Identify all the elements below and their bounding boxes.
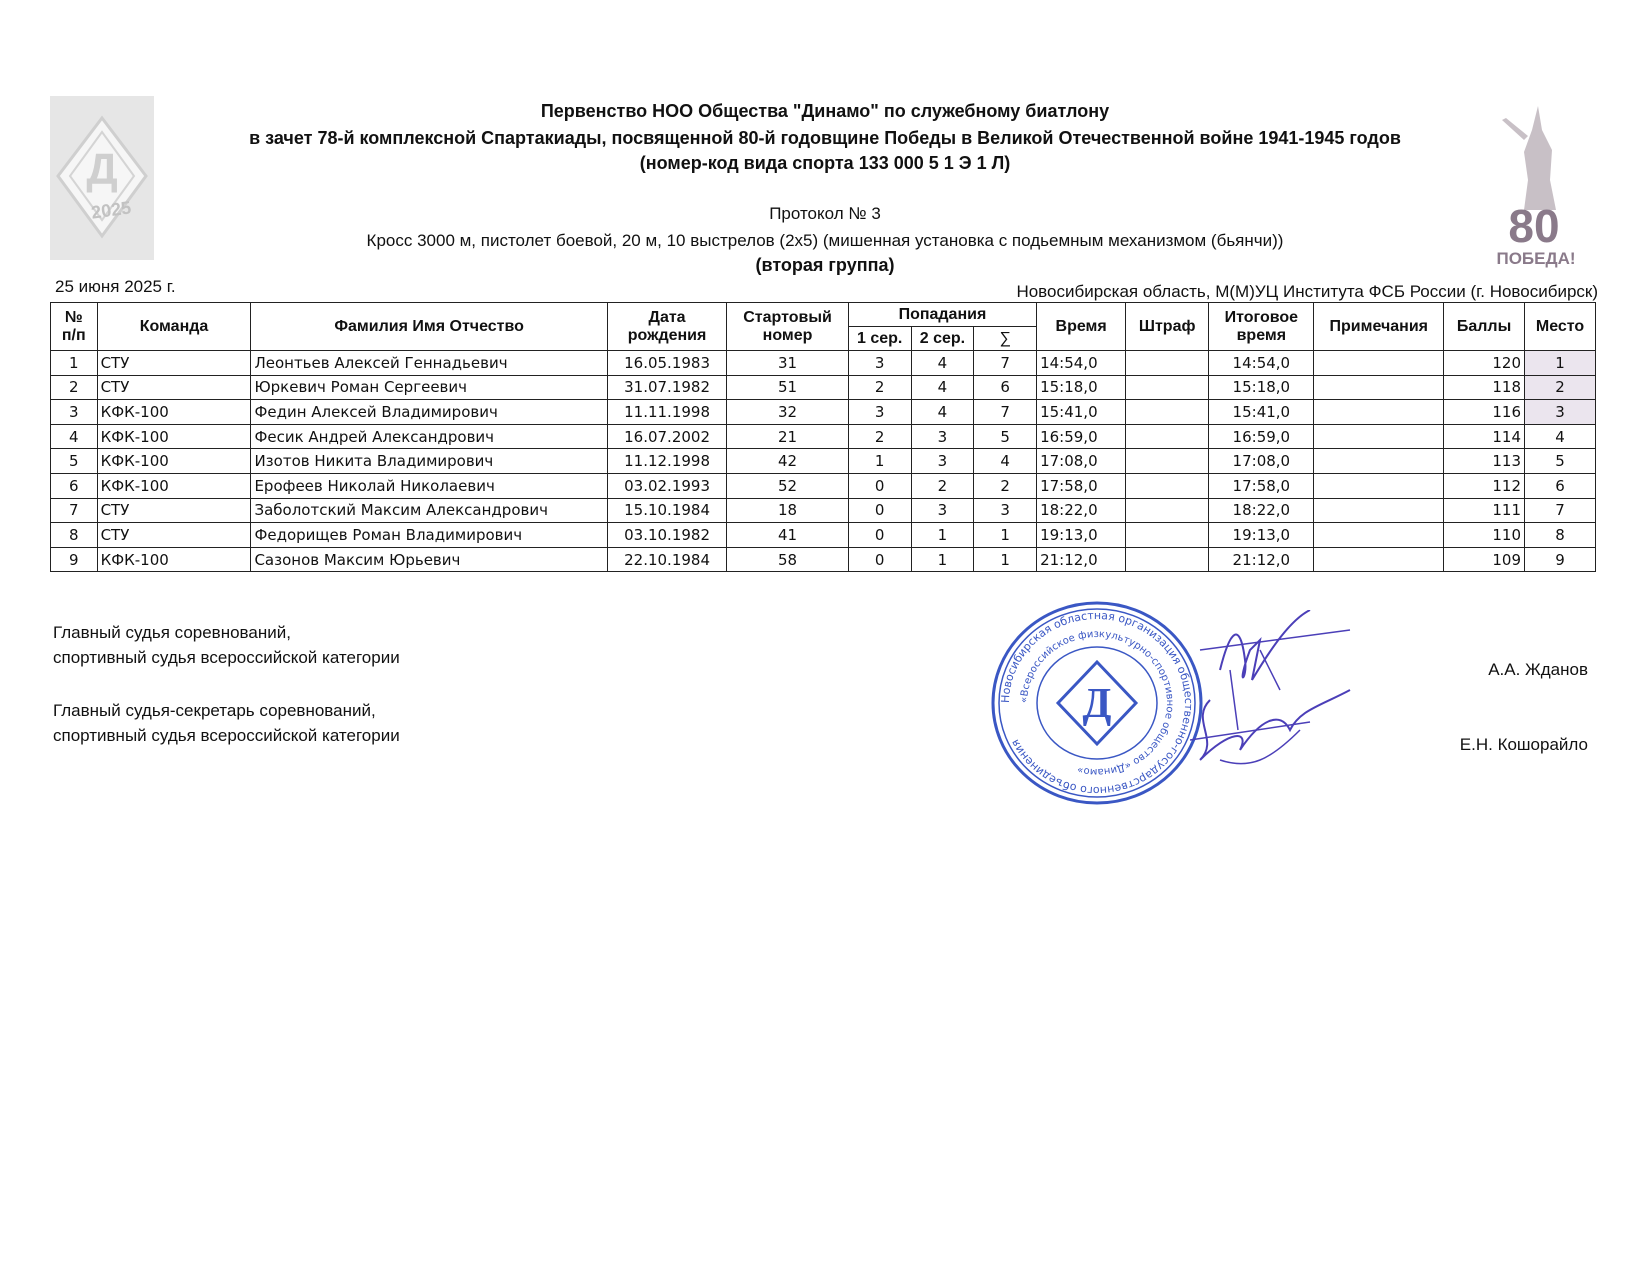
right-logo-number: 80 bbox=[1508, 200, 1560, 252]
row-hits-sum: 7 bbox=[974, 400, 1037, 425]
signatures bbox=[1190, 610, 1370, 800]
row-points: 116 bbox=[1444, 400, 1525, 425]
row-number: 6 bbox=[51, 473, 98, 498]
row-points: 111 bbox=[1444, 498, 1525, 523]
header-notes: Примечания bbox=[1314, 303, 1444, 351]
row-hits-sum: 4 bbox=[974, 449, 1037, 474]
row-time: 15:18,0 bbox=[1037, 375, 1126, 400]
row-name: Юркевич Роман Сергеевич bbox=[251, 375, 607, 400]
row-number: 8 bbox=[51, 523, 98, 548]
header-name: Фамилия Имя Отчество bbox=[251, 303, 607, 351]
header-final-time: Итоговое время bbox=[1209, 303, 1314, 351]
row-place: 7 bbox=[1525, 498, 1596, 523]
row-points: 118 bbox=[1444, 375, 1525, 400]
row-penalty bbox=[1126, 523, 1209, 548]
row-name: Ерофеев Николай Николаевич bbox=[251, 473, 607, 498]
row-notes bbox=[1314, 473, 1444, 498]
right-logo-text: ПОБЕДА! bbox=[1496, 249, 1576, 268]
row-penalty bbox=[1126, 400, 1209, 425]
row-hits-series-1: 0 bbox=[848, 547, 911, 572]
row-penalty bbox=[1126, 351, 1209, 376]
row-penalty bbox=[1126, 375, 1209, 400]
row-final-time: 17:08,0 bbox=[1209, 449, 1314, 474]
header-start-number: Стартовый номер bbox=[727, 303, 848, 351]
row-start-number: 58 bbox=[727, 547, 848, 572]
row-place: 9 bbox=[1525, 547, 1596, 572]
header-birth: Дата рождения bbox=[607, 303, 726, 351]
row-hits-series-1: 0 bbox=[848, 498, 911, 523]
row-final-time: 15:18,0 bbox=[1209, 375, 1314, 400]
row-hits-series-1: 0 bbox=[848, 473, 911, 498]
row-name: Сазонов Максим Юрьевич bbox=[251, 547, 607, 572]
row-final-time: 21:12,0 bbox=[1209, 547, 1314, 572]
row-hits-series-2: 4 bbox=[911, 375, 974, 400]
table-row bbox=[51, 400, 1596, 425]
table-row bbox=[51, 424, 1596, 449]
row-team: СТУ bbox=[97, 498, 251, 523]
row-hits-sum: 1 bbox=[974, 547, 1037, 572]
header-hits-series-1: 1 сер. bbox=[848, 327, 911, 351]
row-birth-date: 16.07.2002 bbox=[607, 424, 726, 449]
svg-text:Д: Д bbox=[1082, 681, 1112, 727]
header-hits-series-2: 2 сер. bbox=[911, 327, 974, 351]
row-notes bbox=[1314, 498, 1444, 523]
row-final-time: 14:54,0 bbox=[1209, 351, 1314, 376]
competition-date: 25 июня 2025 г. bbox=[55, 277, 176, 296]
row-hits-series-1: 1 bbox=[848, 449, 911, 474]
row-hits-series-2: 1 bbox=[911, 547, 974, 572]
row-time: 17:58,0 bbox=[1037, 473, 1126, 498]
row-notes bbox=[1314, 424, 1444, 449]
row-hits-series-1: 2 bbox=[848, 375, 911, 400]
row-number: 2 bbox=[51, 375, 98, 400]
row-time: 17:08,0 bbox=[1037, 449, 1126, 474]
row-number: 4 bbox=[51, 424, 98, 449]
row-birth-date: 15.10.1984 bbox=[607, 498, 726, 523]
row-name: Федорищев Роман Владимирович bbox=[251, 523, 607, 548]
row-name: Заболотский Максим Александрович bbox=[251, 498, 607, 523]
row-penalty bbox=[1126, 498, 1209, 523]
table-row bbox=[51, 449, 1596, 474]
row-final-time: 18:22,0 bbox=[1209, 498, 1314, 523]
row-team: СТУ bbox=[97, 351, 251, 376]
row-penalty bbox=[1126, 424, 1209, 449]
row-time: 18:22,0 bbox=[1037, 498, 1126, 523]
row-name: Федин Алексей Владимирович bbox=[251, 400, 607, 425]
row-penalty bbox=[1126, 449, 1209, 474]
row-team: КФК-100 bbox=[97, 473, 251, 498]
group: (вторая группа) bbox=[755, 255, 895, 275]
row-hits-series-1: 0 bbox=[848, 523, 911, 548]
header-time: Время bbox=[1037, 303, 1126, 351]
table-row bbox=[51, 547, 1596, 572]
row-notes bbox=[1314, 351, 1444, 376]
row-birth-date: 11.12.1998 bbox=[607, 449, 726, 474]
row-start-number: 32 bbox=[727, 400, 848, 425]
row-hits-sum: 3 bbox=[974, 498, 1037, 523]
row-hits-sum: 6 bbox=[974, 375, 1037, 400]
row-number: 7 bbox=[51, 498, 98, 523]
header-hits-sum: ∑ bbox=[974, 327, 1037, 351]
row-points: 113 bbox=[1444, 449, 1525, 474]
row-start-number: 42 bbox=[727, 449, 848, 474]
row-hits-sum: 1 bbox=[974, 523, 1037, 548]
header-num: № п/п bbox=[51, 303, 98, 351]
row-place: 2 bbox=[1525, 375, 1596, 400]
row-time: 21:12,0 bbox=[1037, 547, 1126, 572]
row-number: 3 bbox=[51, 400, 98, 425]
row-points: 114 bbox=[1444, 424, 1525, 449]
row-birth-date: 03.02.1993 bbox=[607, 473, 726, 498]
row-number: 9 bbox=[51, 547, 98, 572]
row-notes bbox=[1314, 375, 1444, 400]
table-row bbox=[51, 498, 1596, 523]
row-birth-date: 03.10.1982 bbox=[607, 523, 726, 548]
row-points: 109 bbox=[1444, 547, 1525, 572]
header-place: Место bbox=[1525, 303, 1596, 351]
row-number: 5 bbox=[51, 449, 98, 474]
header-penalty: Штраф bbox=[1126, 303, 1209, 351]
row-notes bbox=[1314, 449, 1444, 474]
row-name: Фесик Андрей Александрович bbox=[251, 424, 607, 449]
row-points: 120 bbox=[1444, 351, 1525, 376]
svg-text:Д: Д bbox=[86, 145, 118, 194]
row-points: 112 bbox=[1444, 473, 1525, 498]
row-start-number: 52 bbox=[727, 473, 848, 498]
header-team: Команда bbox=[97, 303, 251, 351]
row-team: КФК-100 bbox=[97, 424, 251, 449]
row-start-number: 51 bbox=[727, 375, 848, 400]
svg-text:«Всероссийское физкультурно-сп: «Всероссийское физкультурно-спортивное общество «Динамо» bbox=[1018, 628, 1176, 778]
victory-80-logo bbox=[1494, 100, 1582, 272]
row-team: КФК-100 bbox=[97, 547, 251, 572]
row-hits-series-2: 3 bbox=[911, 424, 974, 449]
row-place: 3 bbox=[1525, 400, 1596, 425]
results-table bbox=[50, 302, 1596, 572]
left-logo-year: 2025 bbox=[89, 197, 133, 223]
row-notes bbox=[1314, 400, 1444, 425]
table-row bbox=[51, 523, 1596, 548]
row-hits-sum: 5 bbox=[974, 424, 1037, 449]
row-hits-series-1: 3 bbox=[848, 400, 911, 425]
dynamo-2025-logo bbox=[50, 96, 154, 260]
chief-judge-title: Главный судья соревнований, спортивный судья всероссийской категории bbox=[53, 623, 400, 667]
row-hits-series-2: 2 bbox=[911, 473, 974, 498]
row-place: 5 bbox=[1525, 449, 1596, 474]
official-stamp bbox=[990, 600, 1204, 806]
row-start-number: 21 bbox=[727, 424, 848, 449]
row-final-time: 19:13,0 bbox=[1209, 523, 1314, 548]
row-start-number: 31 bbox=[727, 351, 848, 376]
row-time: 16:59,0 bbox=[1037, 424, 1126, 449]
row-final-time: 15:41,0 bbox=[1209, 400, 1314, 425]
header-points: Баллы bbox=[1444, 303, 1525, 351]
header-hits: Попадания bbox=[848, 303, 1036, 327]
row-notes bbox=[1314, 547, 1444, 572]
row-start-number: 41 bbox=[727, 523, 848, 548]
row-hits-series-2: 3 bbox=[911, 449, 974, 474]
row-hits-series-1: 2 bbox=[848, 424, 911, 449]
row-place: 8 bbox=[1525, 523, 1596, 548]
row-time: 14:54,0 bbox=[1037, 351, 1126, 376]
table-row bbox=[51, 473, 1596, 498]
row-time: 15:41,0 bbox=[1037, 400, 1126, 425]
chief-judge-name: А.А. Жданов bbox=[1488, 660, 1588, 679]
title-line-1: Первенство НОО Общества "Динамо" по служебному биатлону bbox=[540, 101, 1110, 121]
row-birth-date: 16.05.1983 bbox=[607, 351, 726, 376]
protocol-number: Протокол № 3 bbox=[769, 204, 881, 223]
row-birth-date: 31.07.1982 bbox=[607, 375, 726, 400]
row-place: 1 bbox=[1525, 351, 1596, 376]
results-body bbox=[51, 351, 1596, 572]
row-place: 4 bbox=[1525, 424, 1596, 449]
secretary-judge-title: Главный судья-секретарь соревнований, спортивный судья всероссийской категории bbox=[53, 701, 400, 745]
row-hits-series-2: 3 bbox=[911, 498, 974, 523]
row-birth-date: 22.10.1984 bbox=[607, 547, 726, 572]
svg-text:Новосибирская областная органи: Новосибирская областная организация общественно-государственного объединения bbox=[998, 608, 1196, 798]
secretary-judge-name: Е.Н. Кошорайло bbox=[1459, 735, 1588, 754]
row-time: 19:13,0 bbox=[1037, 523, 1126, 548]
title-line-2: в зачет 78-й комплексной Спартакиады, посвященной 80-й годовщине Победы в Великой Отечественной войне 1941-1945 годов bbox=[249, 128, 1401, 148]
row-notes bbox=[1314, 523, 1444, 548]
table-row bbox=[51, 351, 1596, 376]
row-hits-series-2: 1 bbox=[911, 523, 974, 548]
row-name: Леонтьев Алексей Геннадьевич bbox=[251, 351, 607, 376]
row-hits-sum: 2 bbox=[974, 473, 1037, 498]
row-team: КФК-100 bbox=[97, 449, 251, 474]
discipline: Кросс 3000 м, пистолет боевой, 20 м, 10 выстрелов (2х5) (мишенная установка с подьемным механизмом (бьянчи)) bbox=[366, 231, 1284, 250]
row-team: СТУ bbox=[97, 523, 251, 548]
row-birth-date: 11.11.1998 bbox=[607, 400, 726, 425]
row-hits-series-1: 3 bbox=[848, 351, 911, 376]
competition-location: Новосибирская область, М(М)УЦ Института ФСБ России (г. Новосибирск) bbox=[1016, 282, 1598, 301]
row-points: 110 bbox=[1444, 523, 1525, 548]
row-team: СТУ bbox=[97, 375, 251, 400]
row-final-time: 17:58,0 bbox=[1209, 473, 1314, 498]
row-start-number: 18 bbox=[727, 498, 848, 523]
title-line-3: (номер-код вида спорта 133 000 5 1 Э 1 Л) bbox=[639, 153, 1011, 173]
row-hits-sum: 7 bbox=[974, 351, 1037, 376]
row-penalty bbox=[1126, 473, 1209, 498]
row-team: КФК-100 bbox=[97, 400, 251, 425]
row-name: Изотов Никита Владимирович bbox=[251, 449, 607, 474]
row-hits-series-2: 4 bbox=[911, 351, 974, 376]
row-hits-series-2: 4 bbox=[911, 400, 974, 425]
row-number: 1 bbox=[51, 351, 98, 376]
row-penalty bbox=[1126, 547, 1209, 572]
row-place: 6 bbox=[1525, 473, 1596, 498]
row-final-time: 16:59,0 bbox=[1209, 424, 1314, 449]
table-row bbox=[51, 375, 1596, 400]
